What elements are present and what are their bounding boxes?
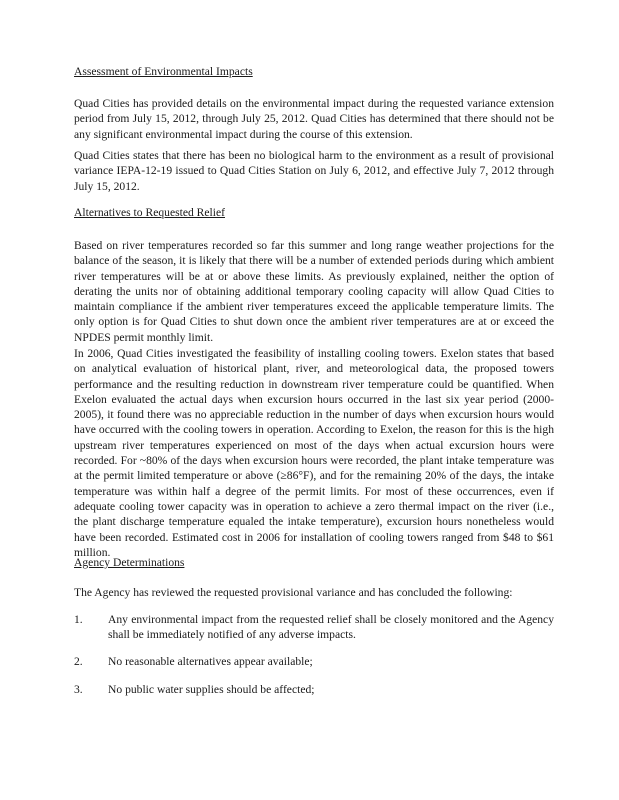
- list-item-text: No reasonable alternatives appear available;: [108, 655, 313, 668]
- section-heading-environmental-impacts: Assessment of Environmental Impacts: [74, 65, 253, 78]
- list-item-text: Any environmental impact from the requested relief shall be closely monitored and the Agency shall be immediately notified of any adverse impacts.: [108, 613, 554, 642]
- paragraph-agency-intro: The Agency has reviewed the requested provisional variance and has concluded the following:: [74, 586, 513, 599]
- paragraph-variance-extension: Quad Cities has provided details on the environmental impact during the requested variance extension period from July 15, 2012, through July 25, 2012. Quad Cities has determined that there should not be any significant environmental impact during the course of this extension.: [74, 97, 554, 141]
- section-heading-alternatives: Alternatives to Requested Relief: [74, 206, 225, 219]
- list-item-number: 2.: [74, 655, 83, 668]
- list-item-number: 3.: [74, 683, 83, 696]
- paragraph-river-temperatures: Based on river temperatures recorded so far this summer and long range weather projections for the balance of the season, it is likely that there will be a number of extended periods during which ambient river temperatures will be at or above these limits. As previously explained, neither the option of derating the units nor of obtaining additional temporary cooling capacity will allow Quad Cities to maintain compliance if the ambient river temperatures exceed the applicable temperature limits. The only option is for Quad Cities to shut down once the ambient river temperatures are at or exceed the NPDES permit monthly limit.: [74, 239, 554, 344]
- list-item-text: No public water supplies should be affected;: [108, 683, 315, 696]
- paragraph-cooling-towers: In 2006, Quad Cities investigated the feasibility of installing cooling towers. Exelon states that based on analytical evaluation of historical plant, river, and meteorological data, the proposed towers performance and the resulting reduction in downstream river temperature could be quantified. When Exelon evaluated the actual days when excursion hours occurred in the last six year period (2000-2005), it found there was no appreciable reduction in the number of days when excursion hours would have occurred with the cooling towers in operation. According to Exelon, the reason for this is the high upstream river temperatures experienced on most of the days when actual excursion hours were recorded. For ~80% of the days when excursion hours were recorded, the plant intake temperature was at the permit limited temperature or above (≥86°F), and for the remaining 20% of the days, the intake temperature was within half a degree of the permit limits. For most of these occurrences, even if adequate cooling tower capacity was in operation to achieve a zero thermal impact on the river (i.e., the plant discharge temperature equaled the intake temperature), excursion hours nonetheless would have been recorded. Estimated cost in 2006 for installation of cooling towers ranged from $48 to $61 million.: [74, 347, 554, 559]
- section-heading-agency-determinations: Agency Determinations: [74, 556, 185, 569]
- list-item-number: 1.: [74, 613, 83, 626]
- paragraph-no-biological-harm: Quad Cities states that there has been no biological harm to the environment as a result of provisional variance IEPA-12-19 issued to Quad Cities Station on July 6, 2012, and effective July 7, 2012 through July 15, 2012.: [74, 149, 554, 193]
